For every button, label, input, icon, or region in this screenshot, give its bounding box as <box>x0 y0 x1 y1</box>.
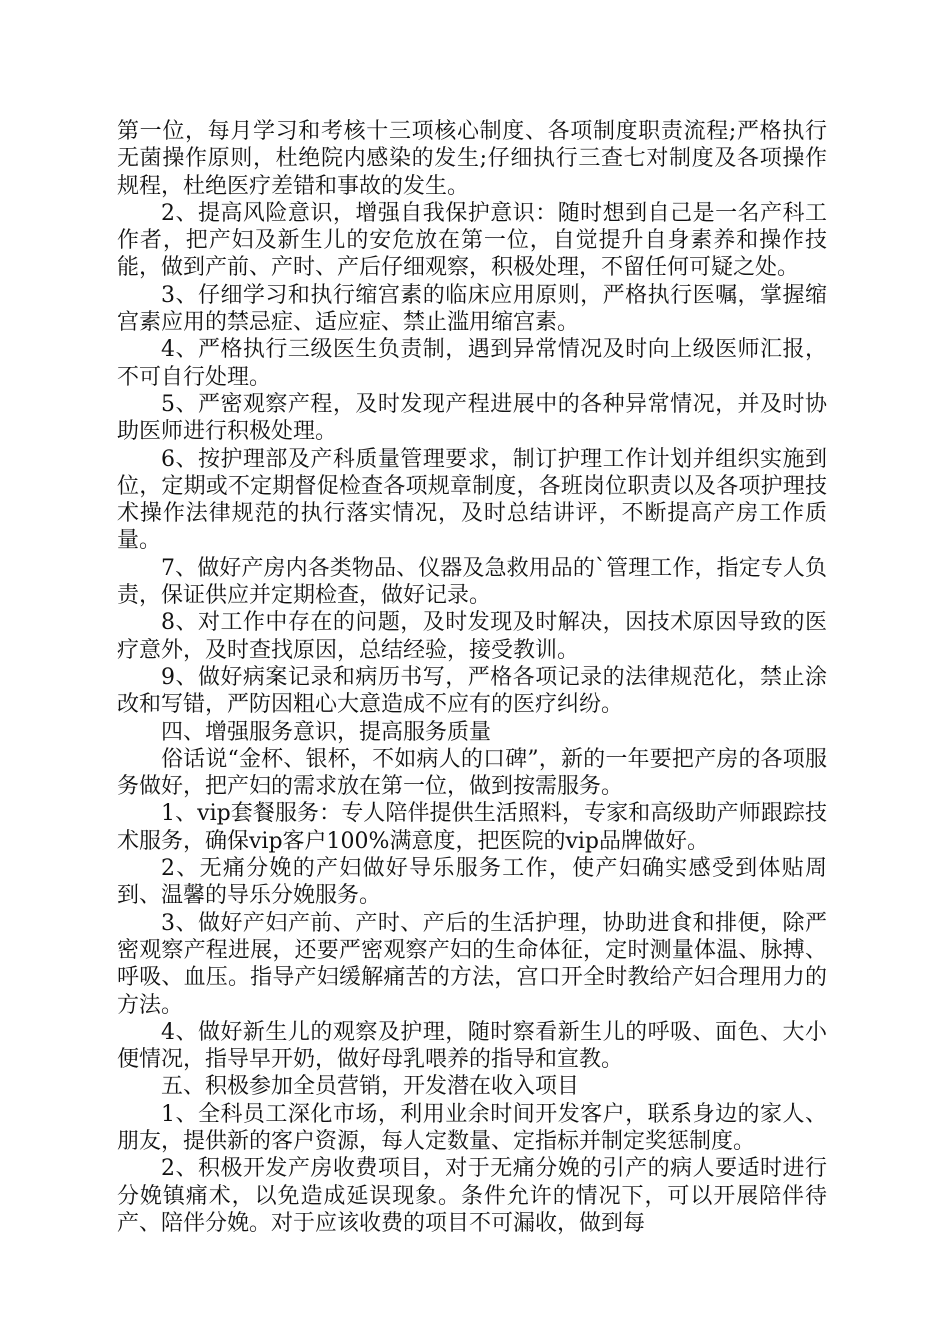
paragraph-service-intro: 俗话说“金杯、银杯，不如病人的口碑”，新的一年要把产房的各项服务做好，把产妇的需求放在第一位，做到按需服务。 <box>117 746 827 800</box>
document-page <box>117 118 827 1237</box>
paragraph-service-2-painless-delivery: 2、无痛分娩的产妇做好导乐服务工作，使产妇确实感受到体贴周到、温馨的导乐分娩服务。 <box>117 856 827 909</box>
paragraph-item-4-three-level-responsibility: 4、严格执行三级医生负责制，遇到异常情况及时向上级医师汇报，不可自行处理。 <box>117 337 827 390</box>
paragraph-service-3-life-care: 3、做好产妇产前、产时、产后的生活护理，协助进食和排便，除严密观察产程进展，还要严密观察产妇的生命体征，定时测量体温、脉搏、呼吸、血压。指导产妇缓解痛苦的方法，宫口开全时教给产妇合理用力的方法。 <box>117 910 827 1018</box>
paragraph-service-1-vip: 1、vip套餐服务：专人陪伴提供生活照料，专家和高级助产师跟踪技术服务，确保vip客户100%满意度，把医院的vip品牌做好。 <box>117 801 827 854</box>
paragraph-item-2-risk-awareness: 2、提高风险意识，增强自我保护意识：随时想到自己是一名产科工作者，把产妇及新生儿的安危放在第一位，自觉提升自身素养和操作技能，做到产前、产时、产后仔细观察，积极处理，不留任何可疑之处。 <box>117 200 827 281</box>
paragraph-service-4-newborn-care: 4、做好新生儿的观察及护理，随时察看新生儿的呼吸、面色、大小便情况，指导早开奶，做好母乳喂养的指导和宣教。 <box>117 1019 827 1073</box>
paragraph-item-3-oxytocin: 3、仔细学习和执行缩宫素的临床应用原则，严格执行医嘱，掌握缩宫素应用的禁忌症、适应症、禁止滥用缩宫素。 <box>117 282 827 336</box>
paragraph-continuation: 第一位，每月学习和考核十三项核心制度、各项制度职责流程;严格执行无菌操作原则，杜绝院内感染的发生;仔细执行三查七对制度及各项操作规程，杜绝医疗差错和事故的发生。 <box>117 119 827 199</box>
paragraph-marketing-1-market: 1、全科员工深化市场，利用业余时间开发客户，联系身边的家人、朋友，提供新的客户资源，每人定数量、定指标并制定奖惩制度。 <box>117 1101 827 1154</box>
paragraph-item-9-medical-records: 9、做好病案记录和病历书写，严格各项记录的法律规范化，禁止涂改和写错，严防因粗心大意造成不应有的医疗纠纷。 <box>117 664 827 718</box>
paragraph-item-5-labor-observation: 5、严密观察产程，及时发现产程进展中的各种异常情况，并及时协助医师进行积极处理。 <box>117 391 827 445</box>
section-heading-service-quality: 四、增强服务意识，提高服务质量 <box>161 719 492 745</box>
paragraph-item-8-problem-solving: 8、对工作中存在的问题，及时发现及时解决，因技术原因导致的医疗意外，及时查找原因，总结经验，接受教训。 <box>117 610 827 663</box>
paragraph-item-6-quality-management: 6、按护理部及产科质量管理要求，制订护理工作计划并组织实施到位，定期或不定期督促检查各项规章制度，各班岗位职责以及各项护理技术操作法律规范的执行落实情况，及时总结讲评，不断提高产房工作质量。 <box>117 446 827 554</box>
paragraph-item-7-supplies-management: 7、做好产房内各类物品、仪器及急救用品的`管理工作，指定专人负责，保证供应并定期检查，做好记录。 <box>117 555 827 609</box>
paragraph-marketing-2-fee-items: 2、积极开发产房收费项目，对于无痛分娩的引产的病人要适时进行分娩镇痛术，以免造成延误现象。条件允许的情况下，可以开展陪伴待产、陪伴分娩。对于应该收费的项目不可漏收，做到每 <box>117 1156 827 1236</box>
section-heading-marketing: 五、积极参加全员营销，开发潜在收入项目 <box>161 1074 580 1100</box>
